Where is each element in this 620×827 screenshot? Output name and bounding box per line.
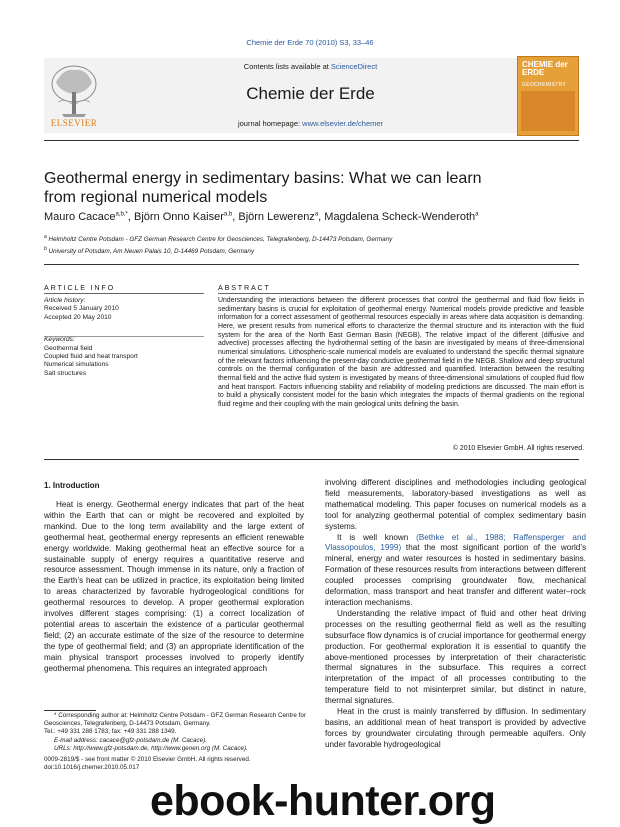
author-affiliation-marker[interactable]: a,b,* (115, 211, 128, 218)
paragraph-text: that the most significant portion of the world’s mineral, energy and water resources is hosted in sedimentary basins. Formation of these resources results from interactions between different coupled processes comprising groundwater flow, mechanical deformation, mass transport and heat transfer and different water–rock interaction mechanisms. (325, 543, 587, 607)
article-info-rule (44, 293, 204, 294)
accepted-date: Accepted 20 May 2010 (44, 313, 112, 321)
abstract-rule-bottom (44, 459, 579, 460)
affiliation-text: University of Potsdam, Am Neuen Palais 10, D-14469 Potsdam, Germany (48, 247, 255, 255)
watermark-text: ebook-hunter.org (150, 777, 496, 825)
elsevier-wordmark: ELSEVIER (50, 118, 98, 128)
author-affiliation-marker[interactable]: a (314, 211, 319, 218)
introduction-heading: 1. Introduction (44, 481, 100, 490)
cover-subtitle: GEOCHEMISTRY (522, 82, 567, 88)
received-date: Received 5 January 2010 (44, 305, 119, 313)
homepage-prefix: journal homepage: (237, 119, 303, 128)
citation-link[interactable]: (Bethke et al., 1988; Raffensperger and Vlassopoulos, 1999) (325, 532, 586, 553)
elsevier-logo (44, 62, 104, 129)
contents-line (104, 62, 517, 71)
abstract-rule (218, 293, 584, 294)
intro-paragraph: Understanding the relative impact of fluid and other heat driving processes on the resulting geothermal field as well as the resulting subsurface flow dynamics is of crucial importance for geothermal energy production. For geothermal exploration it is essential to quantify the above-mentioned processes by interpretation of their characteristic thermal signatures in the subsurface. This requires a correct interpretation of the impact of all processes contributing to the temperature field to not misinterpret similar, but distinct in nature, thermal signatures. (325, 608, 586, 706)
urls-note[interactable]: URLs: http://www.gfz-potsdam.de, http://www.geoen.org (M. Cacace). (54, 744, 248, 752)
affiliation-line (44, 245, 392, 257)
keyword: Coupled fluid and heat transport (44, 353, 138, 361)
keyword: Geothermal field (44, 344, 93, 352)
homepage-line (104, 119, 517, 128)
keyword: Numerical simulations (44, 361, 109, 369)
body-column-left (44, 500, 304, 675)
history-rule (44, 336, 204, 337)
affiliation-marker: a (44, 234, 47, 240)
footnote-rule (44, 710, 96, 711)
affiliations (44, 233, 392, 256)
issn-line: 0009-2819/$ - see front matter © 2010 Elsevier GmbH. All rights reserved. (44, 756, 251, 763)
keyword: Salt structures (44, 369, 87, 377)
contents-prefix: Contents lists available at (243, 62, 331, 71)
author-affiliation-marker[interactable]: a,b (223, 211, 233, 218)
phone-fax-note: Tel.: +49 331 288 1783; fax: +49 331 288 1349. (44, 728, 177, 736)
author-affiliation-marker[interactable]: a (475, 211, 479, 218)
sciencedirect-link[interactable]: ScienceDirect (330, 62, 378, 71)
cover-artwork (521, 91, 575, 131)
intro-paragraph: Heat is energy. Geothermal energy indicates that part of the heat within the Earth that can or might be recovered and exploited by mankind. Due to the long term availability and the large extent of geothermal heat, geothermal energy represents an efficient renewable energy worldwide. Making geothermal heat an effective source for a sustainable supply of energy requires a quantitative reserve and resource assessment. Though immense in its nature, only a fraction of the Earth’s heat can be utilized in practice, its exploitation being limited to areas characterized by favorable hydrogeological conditions for geothermal resources to develop. A proper geothermal exploration involves different stages comprising: (1) a correct localization of potential areas to ascertain the existence of a particular geothermal field; (2) an accurate estimate of the size of the resource to determine the type of geothermal field; and (3) an appropriate identification of the main physical transport processes involved to properly identify geothermal phenomena. This requires an integrated approach (44, 500, 304, 673)
history-label: Article history: (44, 297, 86, 304)
paragraph-text: It is well known (337, 532, 417, 542)
header-rule (44, 140, 579, 141)
affiliation-rule (44, 264, 579, 265)
keyword-list (44, 345, 204, 379)
affiliation-text: Helmholtz Centre Potsdam - GFZ German Research Centre for Geosciences, Telegrafenberg, D-14473 Potsdam, Germany (48, 236, 393, 244)
affiliation-line (44, 233, 392, 245)
abstract-heading: ABSTRACT (218, 283, 271, 292)
intro-paragraph: involving different disciplines and methodologies including geological field measurements, laboratory-based investigations as well as mathematical modeling. This paper focuses on numerical models as a tool for analyzing geothermal potential of complex sedimentary basin systems. (325, 478, 586, 531)
tree-icon (44, 62, 104, 129)
author-name: Magdalena Scheck-Wenderoth (324, 211, 476, 223)
journal-cover-image (517, 56, 579, 136)
author-separator: , (127, 211, 135, 223)
article-info-heading: ARTICLE INFO (44, 283, 115, 292)
affiliation-marker: b (44, 245, 47, 252)
homepage-link[interactable]: www.elsevier.de/chemer (302, 119, 384, 128)
author-separator: , (232, 211, 239, 223)
article-title: Geothermal energy in sedimentary basins: What we can learn from regional numerical models (44, 170, 482, 206)
article-info-body (44, 297, 204, 378)
body-column-right (325, 478, 586, 751)
author-name: Björn Onno Kaiser (134, 211, 224, 223)
cover-title: CHEMIE der ERDE (522, 60, 568, 77)
abstract-text: Understanding the interactions between the different processes that control the geothermal and fluid flow fields in sedimentary basins is crucial for exploitation of geothermal energy. Numerical models provide predictive and feasible information for a correct assessment of geothermal resources especially in areas where data acquisition is demanding. Here, we present results from numerical efforts to characterize the thermal structure and its interaction with the fluid system for the area of the North East German Basin (NEGB). The relative impact of the different (diffusive and advective) processes affecting the hydrothermal setting of the basin are investigated by means of three-dimensional numerical simulations. Lithospheric-scale numerical models are evaluated to understand the specific thermal signature of the relevant factors influencing the present-day conductive geothermal field in the NEGB. Shallow and deep structural controls on the thermal configuration of the basin are addressed and quantified. Interaction between the resulting thermal field and the active fluid system is investigated by means of three-dimensional simulations of coupled fluid flow and heat transport. Factors influencing stability and reliability of modeling predictions are discussed. The main effort is to build a physically consistent model for the basin which integrates the impacts of thermal gradients on the regional fluid regime and their coupling with the main geological units defining the basin. (218, 297, 584, 408)
intro-paragraph: Heat in the crust is mainly transferred by diffusion. In sedimentary basins, an additional mean of heat transport is provided by advective forces by groundwater circulating through permeable aquifers. Only under favorable hydrogeological (325, 707, 586, 749)
journal-reference[interactable]: Chemie der Erde 70 (2010) S3, 33–46 (246, 38, 374, 47)
corresponding-author-note: * Corresponding author at: Helmholtz Centre Potsdam - GFZ German Research Centre for Geosciences, Telegrafenberg, D-14473 Potsdam, Germany. (44, 712, 306, 728)
issn-block (44, 756, 306, 772)
author-separator: , (318, 211, 325, 223)
journal-name: Chemie der Erde (246, 84, 375, 103)
doi-line[interactable]: doi:10.1016/j.chemer.2010.05.017 (44, 764, 140, 772)
email-note[interactable]: E-mail address: cacace@gfz-potsdam.de (M. Cacace). (54, 736, 208, 744)
footnotes (44, 712, 306, 753)
author-list (44, 211, 584, 223)
author-name: Mauro Cacace (44, 211, 116, 223)
keywords-label: Keywords: (44, 336, 75, 344)
intro-paragraph (325, 533, 586, 609)
author-name: Björn Lewerenz (238, 211, 315, 223)
copyright-line: © 2010 Elsevier GmbH. All rights reserved. (452, 445, 584, 452)
